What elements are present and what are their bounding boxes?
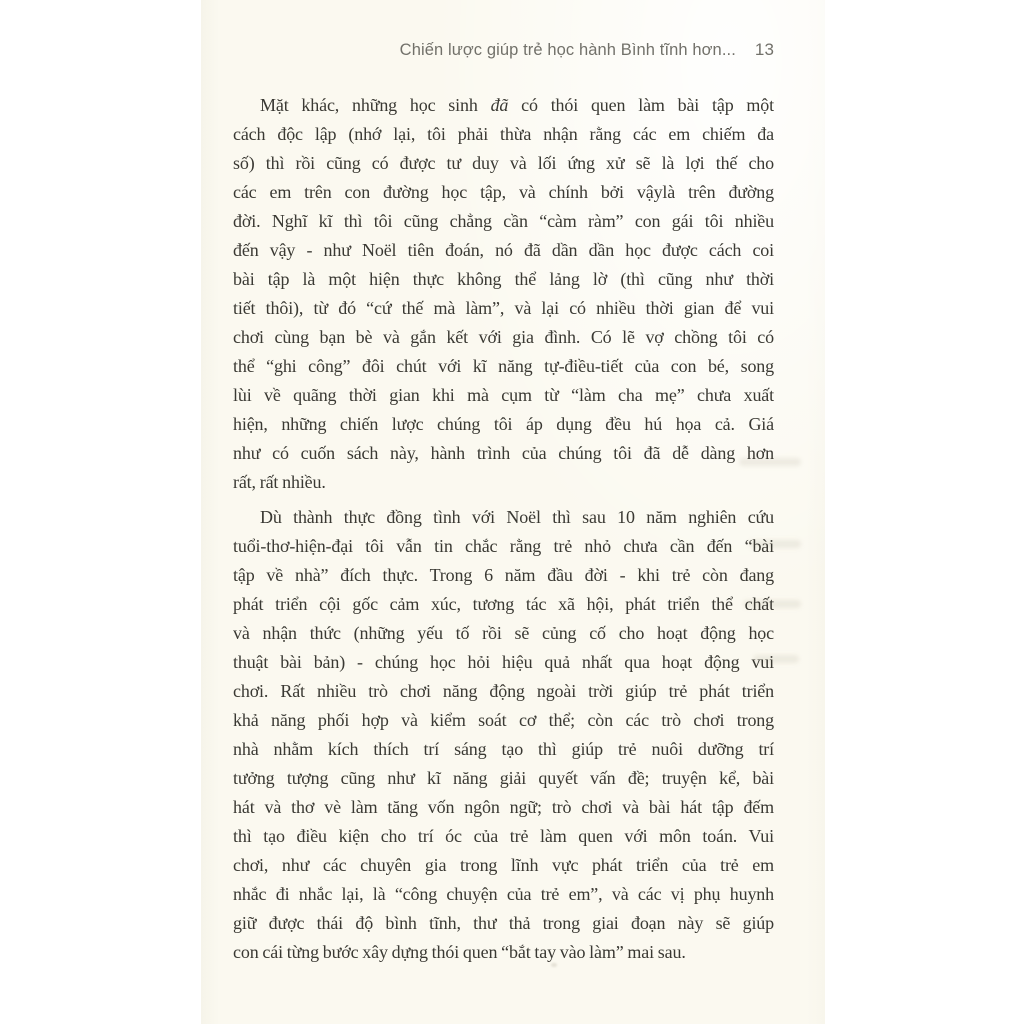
paragraph-line: hát và thơ vè làm tăng vốn ngôn ngữ; trò chơi và bài hát tập đếm (233, 797, 774, 817)
paragraph-line: tuổi-thơ-hiện-đại tôi vẫn tin chắc rằng trẻ nhỏ chưa cần đến “bài (233, 536, 774, 556)
book-page (201, 0, 825, 1024)
paragraph-line: đến vậy - như Noël tiên đoán, nó đã dần dần học được cách coi (233, 240, 774, 260)
paragraph-line: bài tập là một hiện thực không thể lảng lờ (thì cũng như thời (233, 269, 774, 289)
line-text: có thói quen làm bài tập một (508, 95, 774, 115)
paragraph-line: hiện, những chiến lược chúng tôi áp dụng đều hú họa cả. Giá (233, 414, 774, 434)
paragraph-line: lùi về quãng thời gian khi mà cụm từ “làm cha mẹ” chưa xuất (233, 385, 774, 405)
paragraph-line (233, 91, 774, 120)
paragraph-line: nhắc đi nhắc lại, là “công chuyện của trẻ em”, và các vị phụ huynh (233, 884, 774, 904)
paragraph-line: chơi. Rất nhiều trò chơi năng động ngoài trời giúp trẻ phát triển (233, 681, 774, 701)
paragraph-line: khả năng phối hợp và kiểm soát cơ thể; còn các trò chơi trong (233, 710, 774, 730)
page-content (233, 40, 774, 967)
body-text (233, 91, 774, 967)
paragraph-line: tiết thôi), từ đó “cứ thế mà làm”, và lại có nhiều thời gian để vui (233, 298, 774, 318)
running-header-title: Chiến lược giúp trẻ học hành Bình tĩnh hơn... (399, 41, 736, 59)
paragraph-line: các em trên con đường học tập, và chính bởi vậylà trên đường (233, 182, 774, 202)
paragraph-line: số) thì rồi cũng có được tư duy và lối ứng xử sẽ là lợi thế cho (233, 153, 774, 173)
paragraph-2 (233, 503, 774, 967)
paragraph-line: phát triển cội gốc cảm xúc, tương tác xã hội, phát triển thể chất (233, 594, 774, 614)
paragraph-line: chơi, như các chuyên gia trong lĩnh vực phát triển của trẻ em (233, 855, 774, 875)
paragraph-line: Dù thành thực đồng tình với Noël thì sau 10 năm nghiên cứu (260, 507, 774, 527)
paragraph-line: như có cuốn sách này, hành trình của chúng tôi đã dễ dàng hơn (233, 443, 774, 463)
paragraph-line: giữ được thái độ bình tĩnh, thư thả trong giai đoạn này sẽ giúp (233, 913, 774, 933)
paragraph-line: cách độc lập (nhớ lại, tôi phải thừa nhận rằng các em chiếm đa (233, 124, 774, 144)
paragraph-line: và nhận thức (những yếu tố rồi sẽ củng cố cho hoạt động học (233, 623, 774, 643)
paragraph-line: đời. Nghĩ kĩ thì tôi cũng chẳng cần “càm ràm” con gái tôi nhiều (233, 211, 774, 231)
italic-word: đã (490, 95, 509, 115)
paragraph-line: con cái từng bước xây dựng thói quen “bắt tay vào làm” mai sau. (233, 942, 686, 962)
paragraph-1 (233, 91, 774, 497)
page-number: 13 (754, 40, 774, 59)
running-header (233, 40, 774, 60)
paragraph-line: tập về nhà” đích thực. Trong 6 năm đầu đời - khi trẻ còn đang (233, 565, 774, 585)
paragraph-line: rất, rất nhiều. (233, 472, 326, 492)
line-text: Mặt khác, những học sinh (260, 95, 491, 115)
paragraph-line: thuật bài bản) - chúng học hỏi hiệu quả nhất qua hoạt động vui (233, 652, 774, 672)
paragraph-line: nhà nhằm kích thích trí sáng tạo thì giúp trẻ nuôi dưỡng trí (233, 739, 774, 759)
paragraph-line: tưởng tượng cũng như kĩ năng giải quyết vấn đề; truyện kể, bài (233, 768, 774, 788)
paragraph-line: chơi cùng bạn bè và gắn kết với gia đình. Có lẽ vợ chồng tôi có (233, 327, 774, 347)
paragraph-line: thể “ghi công” đôi chút với kĩ năng tự-điều-tiết của con bé, song (233, 356, 774, 376)
paragraph-line: thì tạo điều kiện cho trí óc của trẻ làm quen với môn toán. Vui (233, 826, 774, 846)
